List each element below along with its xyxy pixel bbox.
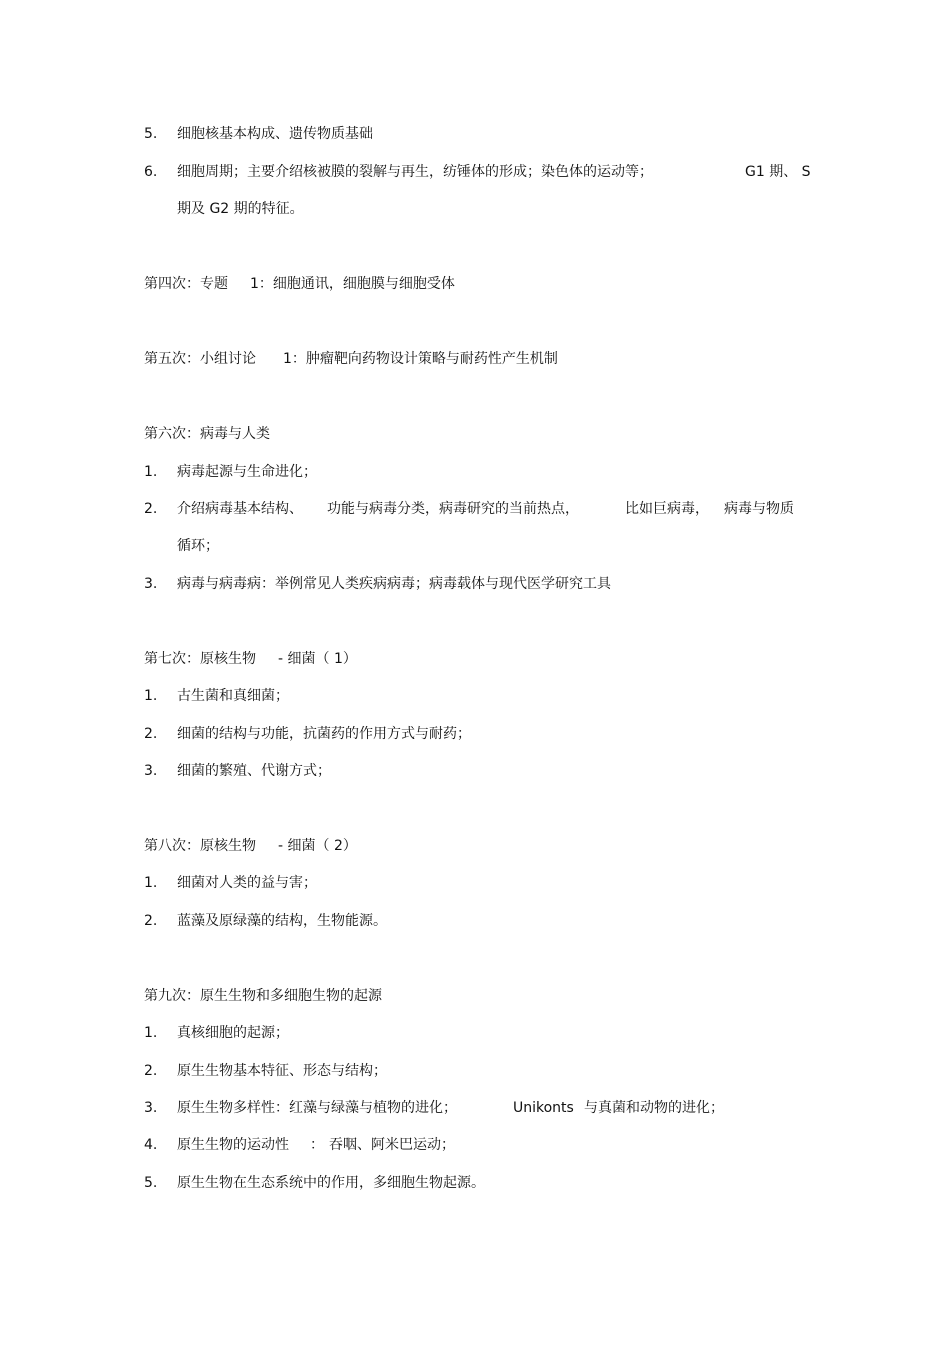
item-text-part: 与真菌和动物的进化； [584,1100,724,1116]
item-text: 细菌对人类的益与害； [177,875,317,891]
item-text-continuation: 期及 G2 期的特征。 [177,201,304,217]
heading-topic: 1：细胞通讯，细胞膜与细胞受体 [250,276,455,292]
item-number: 1. [144,1025,158,1041]
item-text-part: 功能与病毒分类，病毒研究的当前热点， [327,501,579,517]
item-text: 原生生物多样性：红藻与绿藻与植物的进化； [177,1100,457,1116]
heading-title: 第九次：原生生物和多细胞生物的起源 [144,988,382,1004]
item-text-part: 病毒与物质 [724,501,794,517]
heading-suffix: - 细菌（ 2） [278,838,357,854]
item-text: 细菌的繁殖、代谢方式； [177,763,331,779]
item-number: 3. [144,576,158,592]
item-text: 真核细胞的起源； [177,1025,289,1041]
item-text: 细胞周期；主要介绍核被膜的裂解与再生，纺锤体的形成；染色体的运动等； [177,164,653,180]
item-text-part: 吞咽、阿米巴运动； [329,1137,455,1153]
item-text: 原生生物在生态系统中的作用，多细胞生物起源。 [177,1175,485,1191]
item-text: 古生菌和真细菌； [177,688,289,704]
item-text: 介绍病毒基本结构、 [177,501,303,517]
item-number: 2. [144,501,158,517]
item-text: 原生生物基本特征、形态与结构； [177,1063,387,1079]
item-number: 2. [144,726,158,742]
item-number: 1. [144,464,158,480]
heading-suffix: - 细菌（ 1） [278,651,357,667]
item-number: 5. [144,126,158,142]
item-text-tail: G1 期、 S [745,164,811,180]
item-text: 细胞核基本构成、遗传物质基础 [177,126,373,142]
heading-prefix: 第五次：小组讨论 [144,351,256,367]
heading-topic: 1：肿瘤靶向药物设计策略与耐药性产生机制 [283,351,558,367]
item-number: 3. [144,1100,158,1116]
item-text: 病毒起源与生命进化； [177,464,317,480]
item-text: 原生生物的运动性 [177,1137,289,1153]
item-text: 蓝藻及原绿藻的结构，生物能源。 [177,913,387,929]
item-number: 1. [144,875,158,891]
heading-prefix: 第七次：原核生物 [144,651,256,667]
item-text-part: Unikonts [513,1100,574,1116]
item-text: 病毒与病毒病：举例常见人类疾病病毒；病毒载体与现代医学研究工具 [177,576,611,592]
item-text-part: 比如巨病毒， [625,501,709,517]
item-number: 2. [144,913,158,929]
item-text-part: ： [310,1137,324,1153]
item-number: 3. [144,763,158,779]
item-number: 1. [144,688,158,704]
item-number: 5. [144,1175,158,1191]
item-text-continuation: 循环； [177,538,219,554]
item-text: 细菌的结构与功能，抗菌药的作用方式与耐药； [177,726,471,742]
item-number: 2. [144,1063,158,1079]
heading-prefix: 第四次：专题 [144,276,228,292]
heading-title: 第六次：病毒与人类 [144,426,270,442]
item-number: 6. [144,164,158,180]
item-number: 4. [144,1137,158,1153]
heading-prefix: 第八次：原核生物 [144,838,256,854]
